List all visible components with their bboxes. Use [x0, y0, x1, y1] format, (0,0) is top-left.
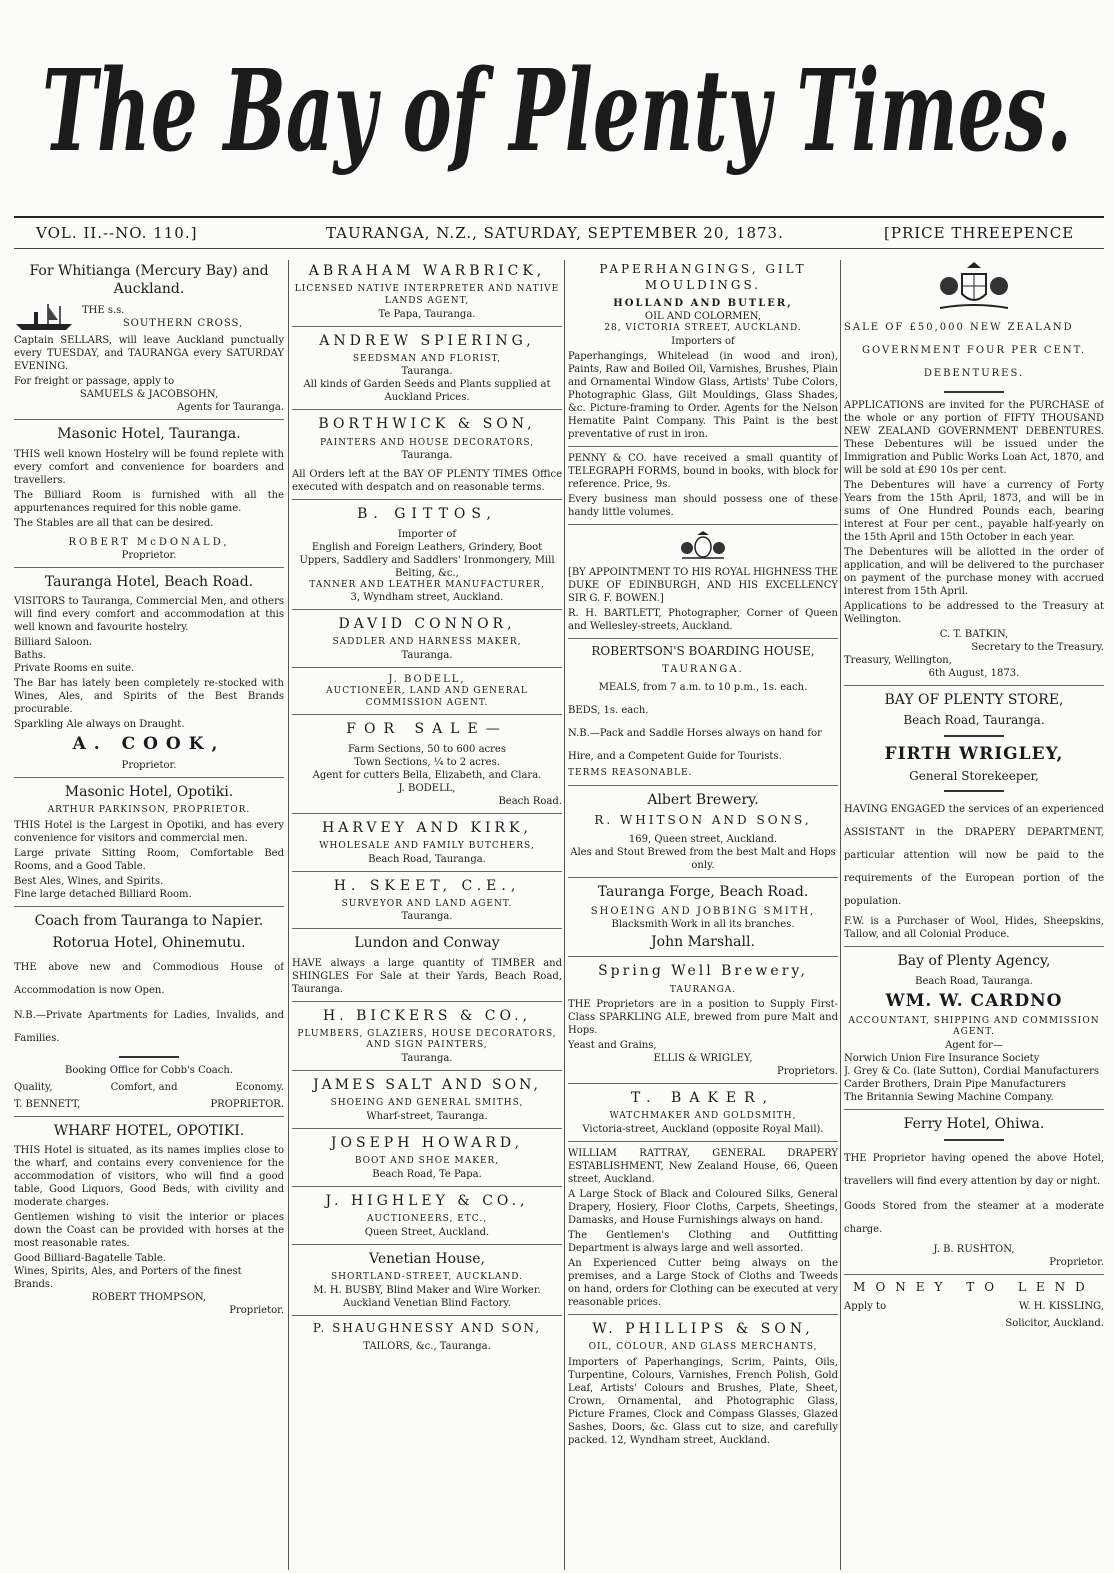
proprietor-name: T. BENNETT, — [14, 1099, 81, 1111]
ad-body: Blacksmith Work in all its branches. — [611, 919, 795, 931]
ad-subtitle: SHORTLAND-STREET, AUCKLAND. — [330, 1271, 524, 1282]
ad-warbrick — [292, 262, 562, 321]
ad-line: J. Grey & Co. (late Sutton), Cordial Manufacturers — [844, 1066, 1100, 1078]
ad-body: N.B.—Private Apartments for Ladies, Invalids, and Families. — [14, 1010, 284, 1045]
ad-debentures — [844, 260, 1104, 680]
ad-proprietor: ARTHUR PARKINSON, PROPRIETOR. — [47, 805, 251, 816]
proprietor-name: FIRTH WRIGLEY, — [884, 743, 1064, 764]
ad-line: For freight or passage, apply to — [14, 376, 175, 388]
column-3 — [568, 260, 838, 1570]
proprietor-role: General Storekeeper, — [909, 768, 1039, 783]
ad-line: BEDS, 1s. each. — [568, 705, 649, 717]
ad-body: All kinds of Garden Seeds and Plants supplied at Auckland Prices. — [303, 379, 551, 404]
ad-body: Goods Stored from the steamer at a moderate charge. — [844, 1201, 1104, 1236]
ad-body: All Orders left at the BAY OF PLENTY TIMES Office executed with despatch and on reasonable terms. — [292, 469, 562, 494]
ad-coach — [14, 912, 284, 1111]
proprietor-role: Proprietor. — [1049, 1257, 1104, 1269]
ad-role: AUCTIONEERS, ETC., — [366, 1214, 488, 1225]
ad-body: HAVING ENGAGED the services of an experienced ASSISTANT in the DRAPERY DEPARTMENT, particular attention will now be paid to the requirements of the European portion of the population. — [844, 804, 1104, 908]
ad-appointment: [BY APPOINTMENT TO HIS ROYAL HIGHNESS THE DUKE OF EDINBURGH, AND HIS EXCELLENCY SIR G. F. BOWEN.] — [568, 566, 838, 604]
ad-shaughnessy — [292, 1321, 562, 1354]
ad-body: R. H. BARTLETT, Photographer, Corner of Queen and Wellesley-streets, Auckland. — [568, 607, 838, 632]
ad-line: Quality, — [14, 1082, 53, 1094]
ad-robertson — [568, 644, 838, 780]
column-2 — [292, 260, 562, 1570]
ad-title: W. PHILLIPS & SON, — [592, 1321, 814, 1338]
ad-body: Importers of Paperhangings, Scrim, Paints, Oils, Turpentine, Colours, Varnishes, French Polish, Gold Leaf, Artists' Colours and Brushes, Plate, Sheet, Crown, Ornamental, and Photographic Glass, Picture Frames, Clock and Compass Glasses, Glazed Sashes, Doors, &c. Glass cut to size, and carefully packed. 12, Wyndham street, Auckland. — [568, 1356, 838, 1446]
proprietor-name: ELLIS & WRIGLEY, — [653, 1053, 753, 1065]
ad-address: Tauranga. — [401, 450, 453, 462]
ad-money-to-lend — [844, 1280, 1104, 1330]
ad-body: Large private Sitting Room, Comfortable Bed Rooms, and a Good Table. — [14, 847, 284, 872]
proprietor-name: ROBERT McDONALD, — [68, 536, 230, 548]
ad-line: SALE OF £50,000 NEW ZEALAND — [844, 322, 1074, 333]
ad-body: The Debentures will be allotted in the order of application, and will be delivered to the purchaser on payment of the purchase money with accrued interest from 15th April. — [844, 547, 1104, 597]
ad-address: Te Papa, Tauranga. — [378, 308, 476, 320]
issue-date: TAURANGA, N.Z., SATURDAY, SEPTEMBER 20, 1873. — [326, 224, 784, 242]
ad-address: 28, VICTORIA STREET, AUCKLAND. — [604, 323, 802, 334]
proprietor-name: WM. W. CARDNO — [885, 990, 1063, 1011]
ad-line: MEALS, from 7 a.m. to 10 p.m., 1s. each. — [598, 682, 808, 694]
ad-role: SEEDSMAN AND FLORIST, — [352, 353, 502, 364]
ad-body: Paperhangings, Whitelead (in wood and iron), Paints, Raw and Boiled Oil, Varnishes, Brushes, Plain and Ornamental Window Glass, Artists' Tube Colors, Photographic Glass, Gilt Mouldings, Glass Shades, &c. Picture-framing to Order. Agents for the Nelson Hematite Paint Company. This Paint is the best preventative of rust in iron. — [568, 350, 838, 440]
ad-line: Sparkling Ale always on Draught. — [14, 718, 185, 730]
ad-title: H. BICKERS & CO., — [322, 1007, 532, 1024]
volume-number: VOL. II.--NO. 110.] — [36, 224, 198, 242]
ad-line: Agent for— — [945, 1040, 1003, 1052]
ad-role: PLUMBERS, GLAZIERS, HOUSE DECORATORS, AND SIGN PAINTERS, — [297, 1028, 557, 1051]
signatory-role: Secretary to the Treasury. — [971, 642, 1104, 653]
ad-place: Treasury, Wellington, — [844, 655, 952, 666]
ad-line: Billiard Saloon. — [14, 636, 93, 648]
proprietor-name: A. COOK, — [72, 733, 226, 754]
ad-title: Tauranga Hotel, Beach Road. — [44, 573, 254, 590]
ad-address: Beach Road. — [498, 795, 562, 807]
ad-body: The Debentures will have a currency of Forty Years from the 15th April, 1873, and will be in sums of One Hundred Pounds each, bearing interest at Four per cent., payable half-yearly on the 15th April and 15th October in each year. — [844, 480, 1104, 543]
ad-role: AUCTIONEER, LAND AND GENERAL COMMISSION AGENT. — [326, 686, 528, 708]
proprietor-role: Proprietor. — [229, 1305, 284, 1317]
ad-body: Ales and Stout Brewed from the best Malt and Hops only. — [570, 846, 836, 871]
ad-body: THE Proprietor having opened the above Hotel, travellers will find every attention by day or night. — [844, 1153, 1104, 1188]
ad-body: WILLIAM RATTRAY, GENERAL DRAPERY ESTABLISHMENT, New Zealand House, 66, Queen street, Auckland. — [568, 1148, 838, 1186]
ad-role: LICENSED NATIVE INTERPRETER AND NATIVE LANDS AGENT, — [294, 284, 560, 306]
ad-gittos — [292, 505, 562, 604]
ad-title: PAPERHANGINGS, GILT MOULDINGS. — [599, 262, 807, 292]
ad-for-sale — [292, 720, 562, 807]
ad-title: Venetian House, — [369, 1250, 485, 1267]
masthead-title: The Bay of Plenty Times. — [42, 46, 1072, 177]
ad-title: FOR SALE— — [346, 721, 508, 738]
ad-line: GOVERNMENT FOUR PER CENT. — [861, 345, 1087, 356]
ad-salt — [292, 1076, 562, 1123]
ad-body: THIS well known Hostelry will be found replete with every comfort and convenience for boarders and travellers. — [14, 448, 284, 486]
ad-body: Every business man should possess one of these handy little volumes. — [568, 493, 838, 518]
ad-line: Booking Office for Cobb's Coach. — [65, 1065, 233, 1077]
ad-borthwick — [292, 415, 562, 494]
ad-date: 6th August, 1873. — [928, 668, 1020, 679]
ad-role: OIL, COLOUR, AND GLASS MERCHANTS, — [588, 1342, 818, 1353]
ad-title: ANDREW SPIERING, — [319, 332, 535, 349]
proprietor-role: Proprietors. — [777, 1066, 838, 1078]
ad-line: Importers of — [671, 335, 735, 347]
ad-title: Masonic Hotel, Tauranga. — [57, 426, 241, 443]
ad-title: BORTHWICK & SON, — [318, 416, 536, 433]
ad-body: THE above new and Commodious House of Accommodation is now Open. — [14, 962, 284, 997]
ad-address: Beach Road, Tauranga. — [903, 713, 1045, 728]
ad-body: A Large Stock of Black and Coloured Silks, General Drapery, Hosiery, Floor Cloths, Carpets, Sheetings, Damasks, and House Furnishings always on hand. — [568, 1189, 838, 1227]
ad-phillips — [568, 1320, 838, 1447]
ad-albert-brewery — [568, 791, 838, 872]
ad-masonic-opotiki — [14, 783, 284, 901]
ad-body: English and Foreign Leathers, Grindery, Boot Uppers, Saddlery and Saddlers' Ironmongery, Mill Belting, &c., — [299, 541, 555, 579]
ad-address: Beach Road, Tauranga. — [368, 853, 486, 865]
ad-title: B. GITTOS, — [357, 506, 497, 523]
ad-ferry-hotel — [844, 1115, 1104, 1269]
ad-line: Baths. — [14, 649, 47, 661]
ad-title: J. BODELL, — [388, 674, 466, 686]
ad-body: VISITORS to Tauranga, Commercial Men, and others will find every comfort and accommodation at this well known and favourite hostelry. — [14, 595, 284, 633]
ad-agency — [844, 952, 1104, 1104]
ad-masonic-tauranga — [14, 425, 284, 561]
signatory-name: C. T. BATKIN, — [939, 629, 1009, 640]
firm-name: R. WHITSON AND SONS, — [594, 813, 812, 828]
ad-whitianga — [14, 262, 284, 414]
ad-line: Wines, Spirits, Ales, and Porters of the finest Brands. — [14, 1266, 242, 1291]
ad-harvey-kirk — [292, 819, 562, 866]
proprietor-role: PROPRIETOR. — [210, 1099, 284, 1111]
ad-role: WHOLESALE AND FAMILY BUTCHERS, — [319, 840, 535, 851]
ad-role: OIL AND COLORMEN, — [644, 311, 762, 323]
ad-address: 3, Wyndham street, Auckland. — [350, 592, 504, 604]
ad-address: Beach Road, Te Papa. — [372, 1168, 482, 1180]
ad-subtitle: Rotorua Hotel, Ohinemutu. — [52, 934, 246, 951]
ad-title: Spring Well Brewery, — [598, 963, 808, 980]
ad-address: 169, Queen street, Auckland. — [628, 833, 778, 845]
ad-skeet — [292, 877, 562, 924]
ad-highley — [292, 1192, 562, 1239]
ad-body: The Bar has lately been completely re-stocked with Wines, Ales, and Spirits of the Best Brands procurable. — [14, 677, 284, 715]
ad-place: TAURANGA. — [669, 984, 737, 995]
ad-title: MONEY TO LEND — [853, 1280, 1095, 1295]
ad-line: Best Ales, Wines, and Spirits. — [14, 875, 164, 887]
proprietor-name: John Marshall. — [651, 934, 755, 951]
ad-tauranga-forge — [568, 883, 838, 951]
ad-title: ABRAHAM WARBRICK, — [308, 263, 546, 279]
ad-line: Farm Sections, 50 to 600 acres — [348, 743, 506, 755]
ad-place: TAURANGA. — [662, 664, 744, 676]
ad-line: Apply to — [844, 1300, 887, 1312]
ad-address: Tauranga. — [401, 650, 453, 662]
ad-penny — [568, 452, 838, 519]
ad-line: Fine large detached Billiard Room. — [14, 888, 192, 900]
ad-title: For Whitianga (Mercury Bay) and Auckland. — [29, 263, 269, 298]
ad-title: DAVID CONNOR, — [338, 616, 516, 633]
ad-wharf-hotel — [14, 1122, 284, 1317]
price: [PRICE THREEPENCE — [884, 224, 1075, 242]
ad-title: Ferry Hotel, Ohiwa. — [903, 1116, 1045, 1133]
ad-body: Gentlemen wishing to visit the interior or places down the Coast can be provided with horses at the most reasonable rates. — [14, 1212, 284, 1250]
ad-title: Albert Brewery. — [647, 792, 759, 809]
ad-intro: THE s.s. — [82, 305, 125, 317]
ad-title: J. HIGHLEY & CO., — [325, 1192, 529, 1209]
ad-line: The Britannia Sewing Machine Company. — [844, 1092, 1054, 1104]
ad-title: Tauranga Forge, Beach Road. — [597, 883, 809, 900]
ad-name: W. H. KISSLING, — [1018, 1300, 1104, 1312]
ad-line: Good Billiard-Bagatelle Table. — [14, 1253, 166, 1265]
ad-name: J. BODELL, — [398, 782, 456, 794]
steamship-icon — [14, 302, 76, 332]
ad-title: JOSEPH HOWARD, — [330, 1135, 524, 1151]
ad-body: Applications to be addressed to the Treasury at Wellington. — [844, 601, 1104, 625]
ad-title: T. BAKER, — [630, 1090, 776, 1107]
royal-arms-icon — [678, 530, 728, 560]
ad-title: Masonic Hotel, Opotiki. — [64, 783, 234, 800]
ad-role: TANNER AND LEATHER MANUFACTURER, — [309, 579, 545, 590]
ad-title: H. SKEET, C.E., — [333, 877, 521, 894]
ad-title: Bay of Plenty Agency, — [897, 953, 1051, 970]
ad-line: DEBENTURES. — [923, 368, 1025, 379]
ad-body: HAVE always a large quantity of TIMBER and SHINGLES For Sale at their Yards, Beach Road, Tauranga. — [292, 957, 562, 995]
proprietor-role: Proprietor. — [121, 759, 177, 771]
ad-body: THIS Hotel is the Largest in Opotiki, and has every convenience for visitors and commercial men. — [14, 819, 284, 844]
ad-title: P. SHAUGHNESSY AND SON, — [312, 1320, 542, 1335]
ad-line: Importer of — [397, 528, 457, 540]
ad-body: Captain SELLARS, will leave Auckland punctually every TUESDAY, and TAURANGA every SATURDAY EVENING. — [14, 335, 284, 373]
agent-name: SAMUELS & JACOBSOHN, — [79, 389, 219, 401]
ad-body: APPLICATIONS are invited for the PURCHASE of the whole or any portion of FIFTY THOUSAND NEW ZEALAND GOVERNMENT DEBENTURES. These Debentures will be issued under the Immigration and Public Works Loan Act, 1870, and will be sold at £90 10s per cent. — [844, 400, 1104, 476]
proprietor-role: Proprietor. — [121, 549, 177, 561]
ad-role: PAINTERS AND HOUSE DECORATORS, — [319, 437, 535, 448]
ad-role: SURVEYOR AND LAND AGENT. — [341, 898, 513, 909]
ad-title: BAY OF PLENTY STORE, — [884, 692, 1064, 708]
ad-line: Carder Brothers, Drain Pipe Manufacturers — [844, 1079, 1066, 1091]
column-1 — [14, 260, 284, 1570]
ad-address: Tauranga. — [401, 366, 453, 378]
ad-body: An Experienced Cutter being always on the premises, and a Large Stock of Cloths and Tweeds on hand, orders for Clothing can be executed at very reasonable prices. — [568, 1258, 838, 1309]
ad-address: Wharf-street, Tauranga. — [366, 1111, 488, 1122]
ad-rattray — [568, 1147, 838, 1309]
ad-body: THIS Hotel is situated, as its names implies close to the wharf, and contains every convenience for the accommodation of visitors, who will find a good table, Good Liquors, Good Beds, with civility and moderate charges. — [14, 1145, 284, 1209]
ad-role: SADDLER AND HARNESS MAKER, — [332, 637, 522, 648]
column-4 — [844, 260, 1104, 1570]
ad-howard — [292, 1134, 562, 1181]
ad-address: Tauranga. — [401, 911, 453, 923]
ad-address: Victoria-street, Auckland (opposite Royal Mail). — [582, 1124, 824, 1136]
ad-venetian — [292, 1250, 562, 1310]
ad-body: PENNY & CO. have received a small quantity of TELEGRAPH FORMS, bound in books, with block for reference. Price, 9s. — [568, 452, 838, 490]
ad-holland-butler — [568, 262, 838, 441]
coat-of-arms-icon — [934, 260, 1014, 312]
ad-baker — [568, 1089, 838, 1136]
ad-line: Private Rooms en suite. — [14, 662, 135, 674]
ad-connor — [292, 615, 562, 662]
ad-bartlett — [568, 530, 838, 633]
firm-name: HOLLAND AND BUTLER, — [613, 298, 793, 310]
firm-name: SHOEING AND JOBBING SMITH, — [590, 906, 816, 918]
ad-line: Yeast and Grains, — [568, 1040, 657, 1052]
ad-address: Tauranga. — [401, 1053, 453, 1065]
ad-title: HARVEY AND KIRK, — [322, 819, 532, 836]
ad-address: Beach Road, Tauranga. — [915, 975, 1033, 987]
ad-role: TAILORS, &c., Tauranga. — [363, 1341, 491, 1353]
ad-role: Solicitor, Auckland. — [1005, 1317, 1104, 1329]
ship-name: SOUTHERN CROSS, — [122, 318, 244, 330]
ad-role: SHOEING AND GENERAL SMITHS, — [330, 1098, 524, 1109]
ad-spiering — [292, 332, 562, 405]
ad-bodell — [292, 673, 562, 709]
ad-line: N.B.—Pack and Saddle Horses always on hand for Hire, and a Competent Guide for Tourists. — [568, 728, 822, 763]
dateline — [14, 216, 1104, 249]
ad-title: WHARF HOTEL, OPOTIKI. — [53, 1123, 245, 1140]
ad-line: Comfort, and — [110, 1082, 178, 1094]
ad-title: Lundon and Conway — [354, 935, 500, 952]
ad-body: M. H. BUSBY, Blind Maker and Wire Worker. Auckland Venetian Blind Factory. — [313, 1284, 541, 1309]
ad-title: JAMES SALT AND SON, — [313, 1077, 541, 1094]
ad-body: THE Proprietors are in a position to Supply First-Class SPARKLING ALE, brewed from pure Malt and Hops. — [568, 999, 838, 1037]
ad-bay-of-plenty-store — [844, 691, 1104, 941]
ad-line: TERMS REASONABLE. — [568, 768, 693, 779]
ad-title: ROBERTSON'S BOARDING HOUSE, — [591, 643, 815, 658]
ad-line: The Stables are all that can be desired. — [14, 517, 214, 529]
ad-title: Coach from Tauranga to Napier. — [34, 912, 264, 929]
ad-line: Norwich Union Fire Insurance Society — [844, 1053, 1040, 1065]
ad-body: The Billiard Room is furnished with all the appurtenances required for this noble game. — [14, 489, 284, 514]
ad-tauranga-hotel — [14, 573, 284, 772]
ad-bickers — [292, 1007, 562, 1066]
ad-line: Economy. — [235, 1082, 284, 1094]
ad-lundon-conway — [292, 934, 562, 995]
ad-address: Queen Street, Auckland. — [364, 1226, 490, 1238]
masthead — [0, 0, 1114, 215]
ad-body: F.W. is a Purchaser of Wool, Hides, Sheepskins, Tallow, and all Colonial Produce. — [844, 916, 1104, 941]
agent-role: Agents for Tauranga. — [176, 402, 284, 414]
ad-line: Town Sections, ¼ to 2 acres. — [354, 756, 500, 768]
proprietor-name: ROBERT THOMPSON, — [91, 1292, 207, 1304]
ad-line: Agent for cutters Bella, Elizabeth, and Clara. — [312, 769, 542, 781]
proprietor-name: J. B. RUSHTON, — [933, 1244, 1015, 1256]
ad-role: WATCHMAKER AND GOLDSMITH, — [609, 1111, 797, 1122]
ad-role: BOOT AND SHOE MAKER, — [354, 1156, 500, 1167]
ad-spring-well — [568, 962, 838, 1078]
ad-body: The Gentlemen's Clothing and Outfitting Department is always large and well assorted. — [568, 1230, 838, 1255]
proprietor-role: ACCOUNTANT, SHIPPING AND COMMISSION AGENT. — [848, 1015, 1100, 1038]
